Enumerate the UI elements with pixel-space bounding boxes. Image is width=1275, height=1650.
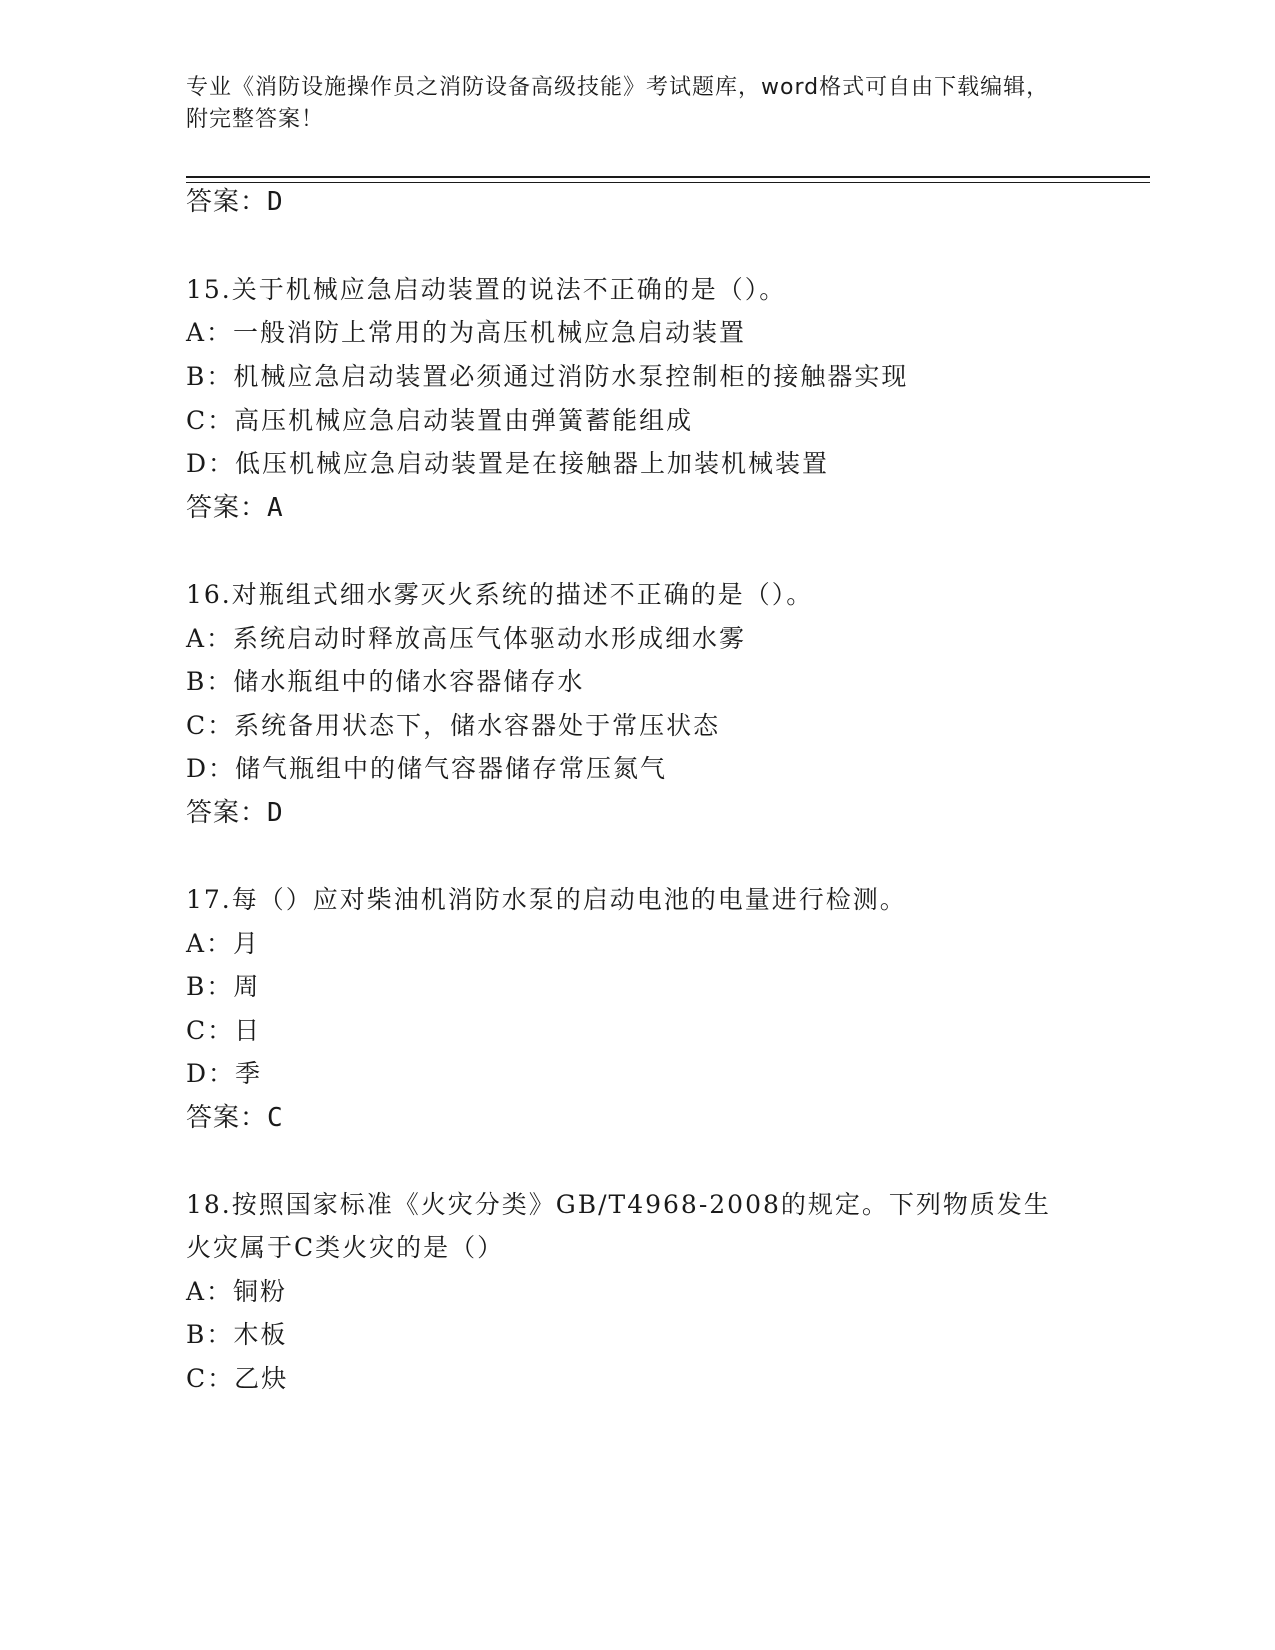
question-15-option-a: A：一般消防上常用的为高压机械应急启动装置 bbox=[186, 318, 747, 347]
question-18-stem-line1: 18.按照国家标准《火灾分类》GB/T4968-2008的规定。下列物质发生 bbox=[186, 1190, 1051, 1219]
question-16-option-c: C：系统备用状态下，储水容器处于常压状态 bbox=[186, 711, 721, 740]
question-18-option-c: C：乙炔 bbox=[186, 1364, 289, 1393]
question-18-stem-line2: 火灾属于C类火灾的是（） bbox=[186, 1233, 505, 1262]
answer-prev bbox=[186, 185, 284, 219]
answer-value: A bbox=[267, 493, 284, 523]
question-17-option-b: B：周 bbox=[186, 972, 261, 1001]
question-16-option-d: D：储气瓶组中的储气容器储存常压氮气 bbox=[186, 754, 668, 783]
answer-label: 答案： bbox=[186, 187, 268, 217]
header-divider bbox=[186, 176, 1150, 178]
answer-label: 答案： bbox=[186, 1103, 268, 1133]
question-15-answer bbox=[186, 491, 284, 525]
question-17-answer bbox=[186, 1101, 284, 1135]
question-17-stem: 17.每（）应对柴油机消防水泵的启动电池的电量进行检测。 bbox=[186, 885, 907, 914]
question-16-option-b: B：储水瓶组中的储水容器储存水 bbox=[186, 667, 585, 696]
answer-label: 答案： bbox=[186, 798, 268, 828]
answer-label: 答案： bbox=[186, 493, 268, 523]
question-17-option-c: C：日 bbox=[186, 1016, 262, 1045]
question-16-answer bbox=[186, 796, 284, 830]
question-17-option-d: D：季 bbox=[186, 1059, 263, 1088]
question-15-option-c: C：高压机械应急启动装置由弹簧蓄能组成 bbox=[186, 406, 694, 435]
header-divider-thin bbox=[186, 182, 1150, 183]
question-16-stem: 16.对瓶组式细水雾灭火系统的描述不正确的是（）。 bbox=[186, 580, 814, 609]
question-15-stem: 15.关于机械应急启动装置的说法不正确的是（）。 bbox=[186, 275, 787, 304]
question-17-option-a: A：月 bbox=[186, 929, 261, 958]
document-header: 专业《消防设施操作员之消防设备高级技能》考试题库，word格式可自由下载编辑，附完整答案！ bbox=[186, 75, 1050, 132]
question-18-option-a: A：铜粉 bbox=[186, 1277, 288, 1306]
question-15-option-d: D：低压机械应急启动装置是在接触器上加装机械装置 bbox=[186, 449, 830, 478]
answer-value: D bbox=[267, 187, 284, 217]
question-18-option-b: B：木板 bbox=[186, 1320, 288, 1349]
question-15-option-b: B：机械应急启动装置必须通过消防水泵控制柜的接触器实现 bbox=[186, 362, 909, 391]
answer-value: C bbox=[267, 1103, 284, 1133]
question-16-option-a: A：系统启动时释放高压气体驱动水形成细水雾 bbox=[186, 624, 747, 653]
answer-value: D bbox=[267, 798, 284, 828]
